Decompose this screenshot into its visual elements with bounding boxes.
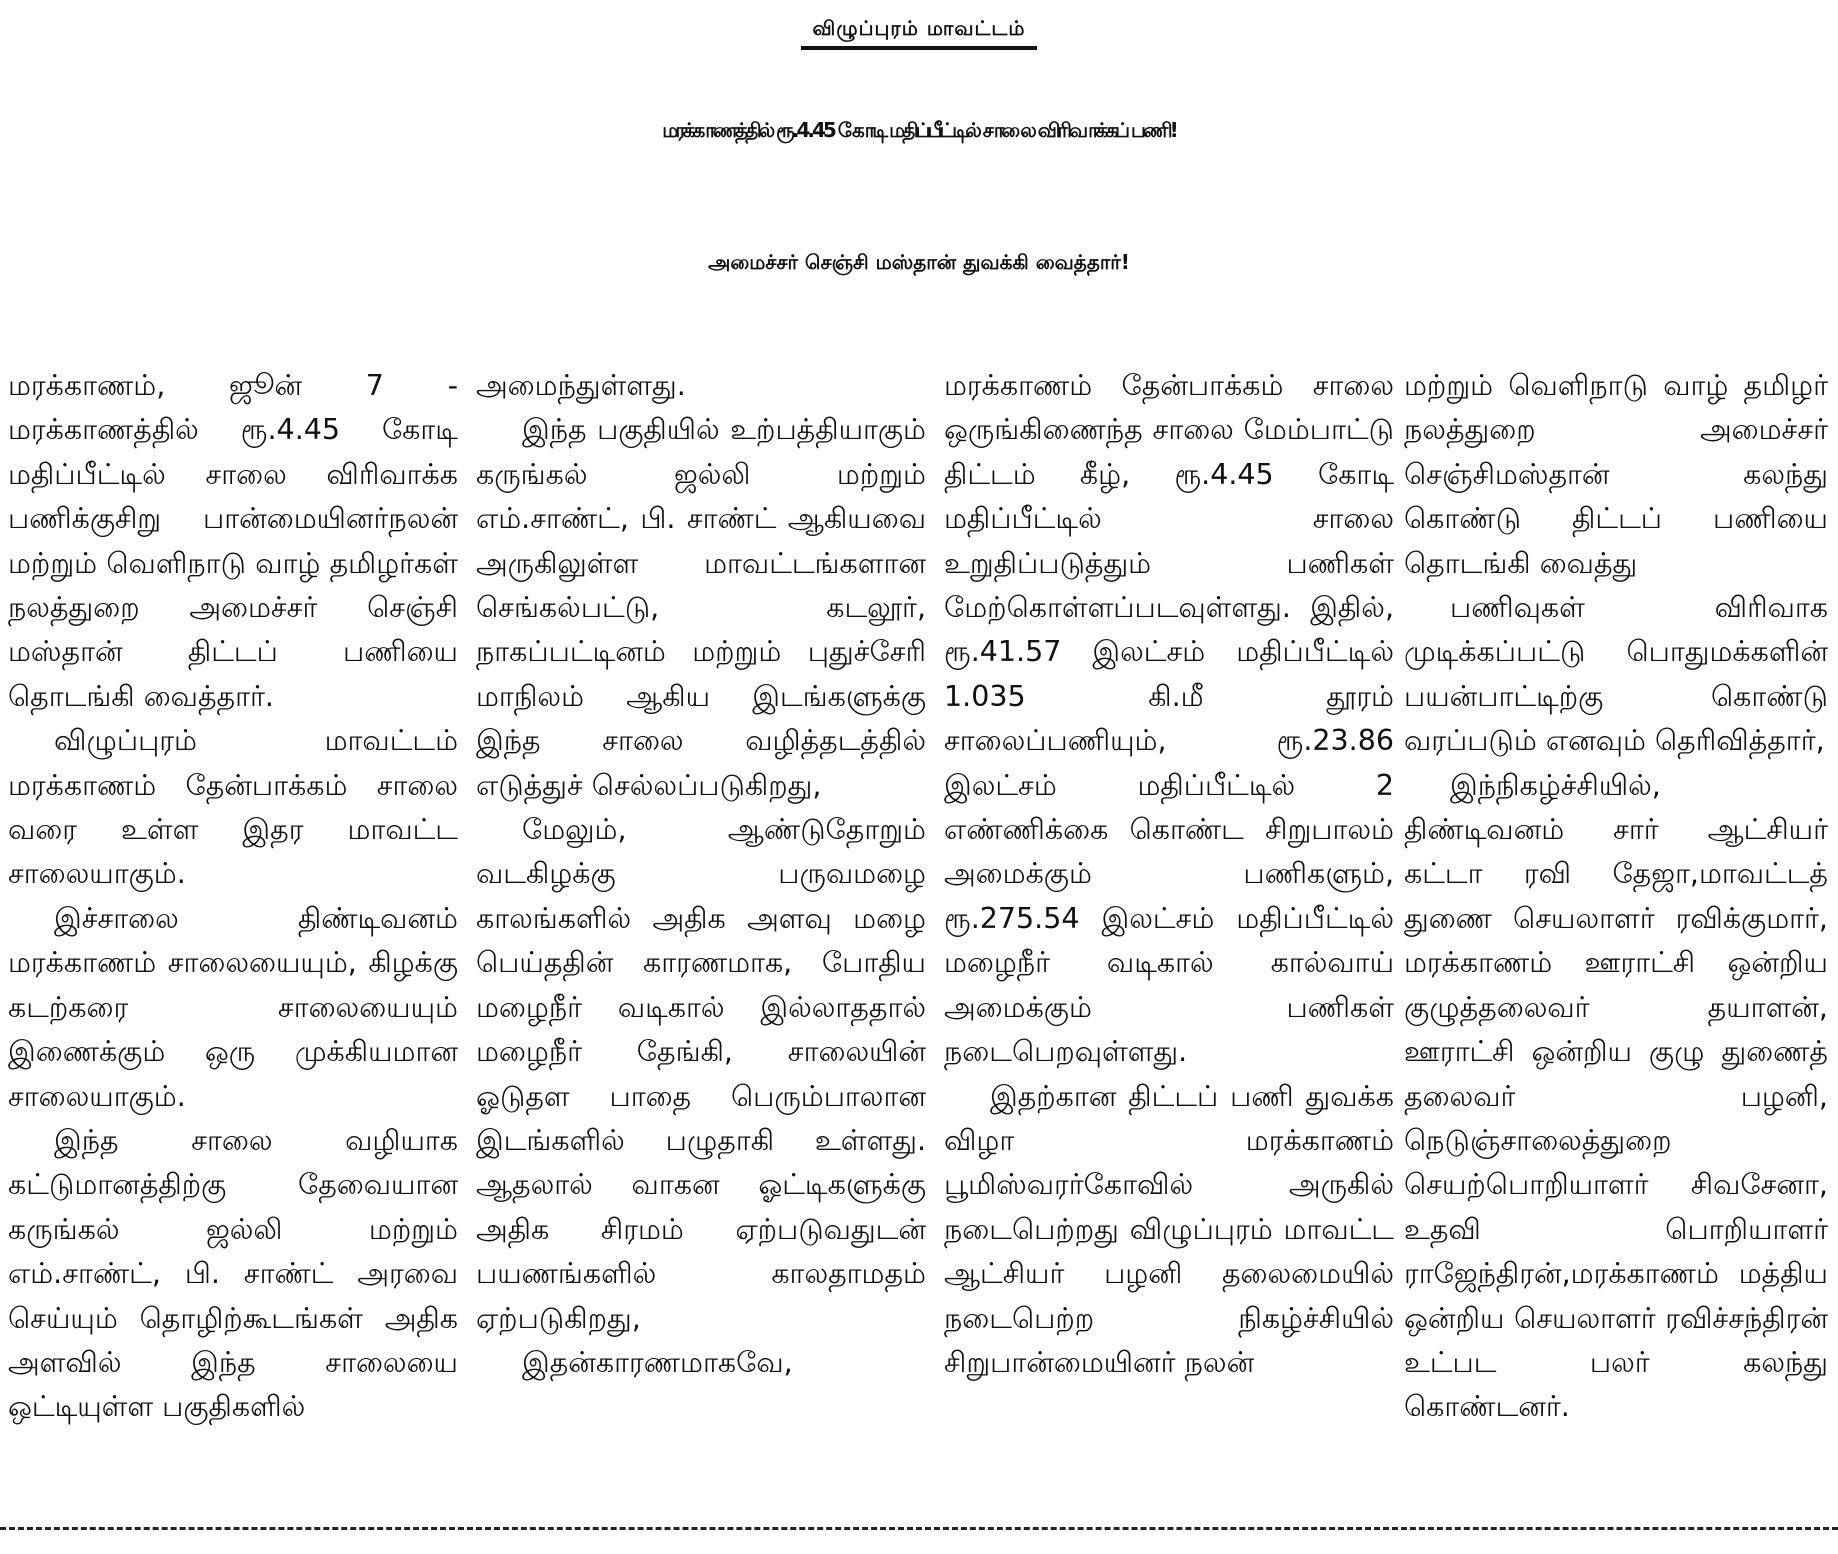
article-body (8, 364, 1828, 1504)
paragraph: மற்றும் வெளிநாடு வாழ் தமிழர் நலத்துறை அமைச்சர் செஞ்சிமஸ்தான் கலந்து கொண்டு திட்டப் பணியை தொடங்கி வைத்து (1404, 369, 1828, 580)
article-column-4 (1404, 364, 1828, 1504)
article-column-3 (944, 364, 1394, 1504)
paragraph: இதற்கான திட்டப் பணி துவக்க விழா மரக்காணம் பூமிஸ்வரர்கோவில் அருகில் நடைபெற்றது விழுப்புரம் மாவட்ட ஆட்சியர் பழனி தலைமையில் நடைபெற்ற நிகழ்ச்சியில் சிறுபான்மையினர் நலன் (944, 1079, 1394, 1379)
subheadline: அமைச்சர் செஞ்சி மஸ்தான் துவக்கி வைத்தார்! (708, 250, 1130, 274)
paragraph: இந்நிகழ்ச்சியில், திண்டிவனம் சார் ஆட்சியர் கட்டா ரவி தேஜா,மாவட்டத் துணை செயலாளர் ரவிக்குமார், மரக்காணம் ஊராட்சி ஒன்றிய குழுத்தலைவர் தயாளன், ஊராட்சி ஒன்றிய குழு துணைத் தலைவர் பழனி, நெடுஞ்சாலைத்துறை செயற்பொறியாளர் சிவசேனா, உதவி பொறியாளர் ராஜேந்திரன்,மரக்காணம் மத்திய ஒன்றிய செயலாளர் ரவிச்சந்திரன் உட்பட பலர் கலந்து கொண்டனர். (1404, 768, 1828, 1424)
paragraph: மரக்காணம், ஜூன் 7 - மரக்காணத்தில் ரூ.4.45 கோடி மதிப்பீட்டில் சாலை விரிவாக்க பணிக்குசிறு பான்மையினர்நலன் மற்றும் வெளிநாடு வாழ் தமிழர்கள் நலத்துறை அமைச்சர் செஞ்சி மஸ்தான் திட்டப் பணியை தொடங்கி வைத்தார். (8, 369, 458, 713)
article-column-2 (476, 364, 926, 1504)
dashed-divider (0, 1527, 1838, 1530)
paragraph: விழுப்புரம் மாவட்டம் மரக்காணம் தேன்பாக்கம் சாலை வரை உள்ள இதர மாவட்ட சாலையாகும். (8, 724, 458, 891)
headline: மரக்காணத்தில் ரூ.4.45 கோடி மதிப்பீட்டில் சாலை விரிவாக்கப் பணி! (662, 118, 1176, 142)
district-heading (0, 16, 1838, 43)
paragraph: இதன்காரணமாகவே, (522, 1345, 793, 1379)
paragraph: மரக்காணம் தேன்பாக்கம் சாலை ஒருங்கிணைந்த சாலை மேம்பாட்டு திட்டம் கீழ், ரூ.4.45 கோடி மதிப்பீட்டில் சாலை உறுதிப்படுத்தும் பணிகள் மேற்கொள்ளப்படவுள்ளது. இதில், ரூ.41.57 இலட்சம் மதிப்பீட்டில் 1.035 கி.மீ தூரம் சாலைப்பணியும், ரூ.23.86 இலட்சம் மதிப்பீட்டில் 2 எண்ணிக்கை கொண்ட சிறுபாலம் அமைக்கும் பணிகளும், ரூ.275.54 இலட்சம் மதிப்பீட்டில் மழைநீர் வடிகால் கால்வாய் அமைக்கும் பணிகள் நடைபெறவுள்ளது. (944, 369, 1394, 1069)
paragraph: இந்த பகுதியில் உற்பத்தியாகும் கருங்கல் ஜல்லி மற்றும் எம்.சாண்ட், பி. சாண்ட் ஆகியவை அருகிலுள்ள மாவட்டங்களான செங்கல்பட்டு, கடலூர், நாகப்பட்டினம் மற்றும் புதுச்சேரி மாநிலம் ஆகிய இடங்களுக்கு இந்த சாலை வழித்தடத்தில் எடுத்துச் செல்லப்படுகிறது, (476, 413, 926, 802)
paragraph: மேலும், ஆண்டுதோறும் வடகிழக்கு பருவமழை காலங்களில் அதிக அளவு மழை பெய்ததின் காரணமாக, போதிய மழைநீர் வடிகால் இல்லாததால் மழைநீர் தேங்கி, சாலையின் ஓடுதள பாதை பெரும்பாலான இடங்களில் பழுதாகி உள்ளது. ஆதலால் வாகன ஓட்டிகளுக்கு அதிக சிரமம் ஏற்படுவதுடன் பயணங்களில் காலதாமதம் ஏற்படுகிறது, (476, 813, 926, 1335)
paragraph: பணிவுகள் விரிவாக முடிக்கப்பட்டு பொதுமக்களின் பயன்பாட்டிற்கு கொண்டு வரப்படும் எனவும் தெரிவித்தார், (1404, 591, 1828, 758)
paragraph: இந்த சாலை வழியாக கட்டுமானத்திற்கு தேவையான கருங்கல் ஜல்லி மற்றும் எம்.சாண்ட், பி. சாண்ட் அரவை செய்யும் தொழிற்கூடங்கள் அதிக அளவில் இந்த சாலையை ஒட்டியுள்ள பகுதிகளில் (8, 1123, 458, 1424)
paragraph: இச்சாலை திண்டிவனம் மரக்காணம் சாலையையும், கிழக்கு கடற்கரை சாலையையும் இணைக்கும் ஒரு முக்கியமான சாலையாகும். (8, 901, 458, 1113)
paragraph: அமைந்துள்ளது. (476, 369, 686, 402)
article-column-1 (8, 364, 458, 1504)
district-label: விழுப்புரம் மாவட்டம் (801, 16, 1038, 50)
